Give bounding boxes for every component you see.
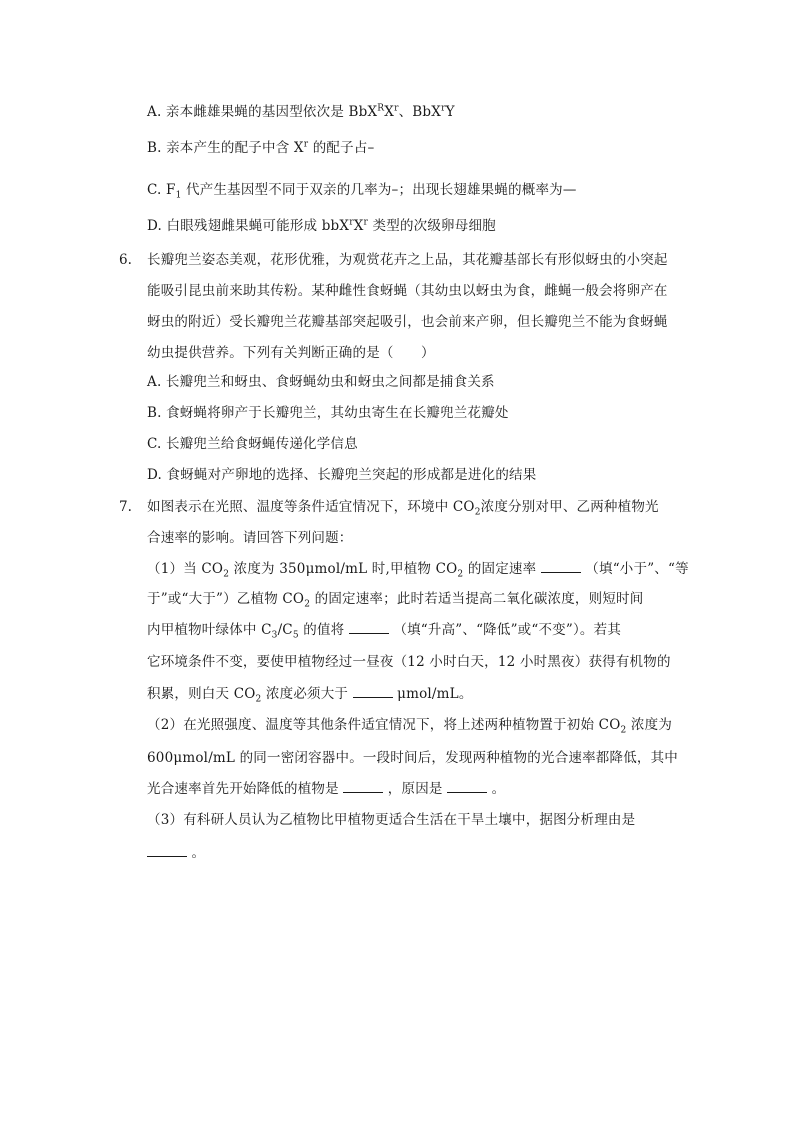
- question-6-option-c: C. 长瓣兜兰给食蚜蝇传递化学信息: [147, 436, 358, 452]
- question-6-stem-line-2: 能吸引昆虫前来助其传粉。某种雌性食蚜蝇（其幼虫以蚜虫为食，雌蝇一般会将卵产在: [147, 283, 668, 299]
- q5-option-a: A. 亲本雌雄果蝇的基因型依次是 $BbX^RX^r$、BbX$^r$Y: [147, 103, 455, 120]
- question-7-part1-line-3: 内甲植物叶绿体中 $C_3/C_5$ 的值将 （填“升高”、“降低”或“不变”）。若其: [147, 622, 622, 641]
- question-7-part1-line-2: 于”或“大于”）乙植物 $CO_2$ 的固定速率；此时若适当提高二氧化碳浓度，则短时间: [147, 591, 644, 610]
- question-6-option-a: A. 长瓣兜兰和蚜虫、食蚜蝇幼虫和蚜虫之间都是捕食关系: [147, 374, 495, 390]
- question-7-number: 7.: [119, 499, 132, 515]
- q5-option-b: B. 亲本产生的配子中含 $X^r$ 的配子占–: [147, 139, 375, 156]
- answer-blank-1[interactable]: [541, 560, 581, 573]
- answer-blank-3[interactable]: [353, 685, 393, 698]
- question-7-stem-line-1: 如图表示在光照、温度等条件适宜情况下，环境中 $CO_2$浓度分别对甲、乙两种植物光: [147, 499, 659, 518]
- question-7-part1-line-4: 它环境条件不变，要使甲植物经过一昼夜（12 小时白天，12 小时黑夜）获得有机物的: [147, 654, 671, 670]
- question-6-number: 6.: [119, 252, 132, 268]
- question-6-option-d: D. 食蚜蝇对产卵地的选择、长瓣兜兰突起的形成都是进化的结果: [147, 467, 537, 483]
- question-7-part3-line-1: （3）有科研人员认为乙植物比甲植物更适合生活在干旱土壤中，据图分析理由是: [147, 812, 636, 828]
- question-7-part2-line-1: （2）在光照强度、温度等其他条件适宜情况下，将上述两种植物置于初始 $CO_2$ 浓度为: [147, 717, 673, 736]
- question-7-part1-line-5: 积累，则白天 $CO_2$ 浓度必须大于 μmol/mL。: [147, 686, 473, 705]
- question-6-stem-line-1: 长瓣兜兰姿态美观，花形优雅，为观赏花卉之上品，其花瓣基部长有形似蚜虫的小突起: [147, 252, 668, 268]
- question-6-option-b: B. 食蚜蝇将卵产于长瓣兜兰，其幼虫寄生在长瓣兜兰花瓣处: [147, 405, 509, 421]
- question-6-stem-line-3: 蚜虫的附近）受长瓣兜兰花瓣基部突起吸引，也会前来产卵，但长瓣兜兰不能为食蚜蝇: [147, 314, 668, 330]
- question-6-stem-line-4: 幼虫提供营养。下列有关判断正确的是（ ）: [147, 345, 435, 361]
- q5-option-c: C. $F_1$ 代产生基因型不同于双亲的几率为–；出现长翅雄果蝇的概率为—: [147, 182, 577, 201]
- q5-option-d: D. 白眼残翅雌果蝇可能形成 $bbX^rX^r$ 类型的次级卵母细胞: [147, 217, 496, 234]
- question-7-part1-line-1: （1）当 $CO_2$ 浓度为 350μmol/mL 时,甲植物 $CO_2$ 的固定速率 （填“小于”、“等: [147, 561, 689, 580]
- answer-blank-5[interactable]: [447, 780, 487, 793]
- question-7-part3-line-2: 。: [147, 844, 205, 862]
- answer-blank-6[interactable]: [147, 844, 187, 857]
- question-7-part2-line-2: 600μmol/mL 的同一密闭容器中。一段时间后，发现两种植物的光合速率都降低，其中: [147, 750, 678, 766]
- answer-blank-4[interactable]: [343, 780, 383, 793]
- answer-blank-2[interactable]: [349, 621, 389, 634]
- question-7-stem-line-2: 合速率的影响。请回答下列问题：: [147, 530, 353, 546]
- question-7-part2-line-3: 光合速率首先开始降低的植物是 ，原因是 。: [147, 781, 506, 797]
